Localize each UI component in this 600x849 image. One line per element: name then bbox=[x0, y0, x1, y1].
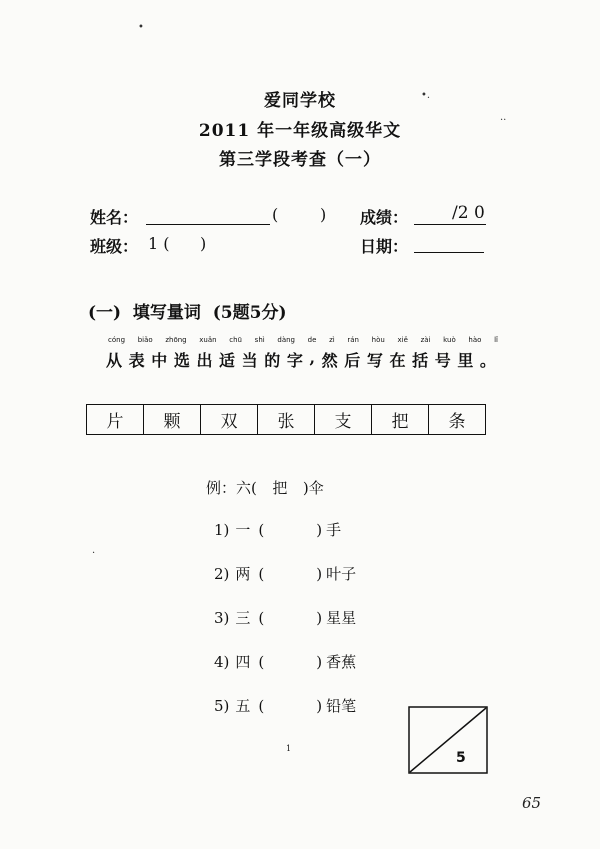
paren-close: ) bbox=[316, 653, 323, 671]
pinyin-syllable: de bbox=[307, 336, 317, 344]
word-bank-cell: 条 bbox=[448, 412, 466, 432]
name-paren-close: ) bbox=[320, 205, 327, 224]
paren-open: ( bbox=[258, 565, 265, 583]
pinyin-syllable: cóng bbox=[108, 336, 126, 344]
question-numeral: 两 bbox=[235, 565, 251, 583]
paren-close: ) bbox=[316, 565, 323, 583]
instruction-char: 号 bbox=[434, 351, 451, 370]
pinyin-row bbox=[108, 336, 498, 344]
class-paren-close: ) bbox=[200, 234, 207, 253]
word-bank-cell: 双 bbox=[201, 405, 258, 434]
pinyin-syllable: xuǎn bbox=[199, 336, 217, 344]
exam-title: 第三学段考查（一） bbox=[219, 150, 381, 170]
question-numeral: 五 bbox=[235, 697, 251, 715]
question-numeral: 四 bbox=[235, 653, 251, 671]
class-value: 1 ( bbox=[148, 234, 170, 253]
instruction-char: 括 bbox=[412, 351, 429, 370]
instruction-char: 在 bbox=[389, 351, 406, 370]
instruction-char: 选 bbox=[173, 351, 190, 370]
stray-mark: · bbox=[92, 548, 96, 559]
question-number: 3) bbox=[214, 609, 230, 627]
question-row bbox=[214, 651, 356, 672]
pinyin-syllable: hòu bbox=[371, 336, 385, 344]
instruction-char: 出 bbox=[196, 351, 213, 370]
instruction-char: , bbox=[309, 348, 316, 367]
instruction-char: 中 bbox=[151, 351, 168, 370]
question-numeral: 三 bbox=[235, 609, 251, 627]
handwritten-page-number: 65 bbox=[522, 794, 542, 812]
example-prefix: 例：六( bbox=[206, 479, 257, 497]
pinyin-syllable: biǎo bbox=[137, 336, 153, 344]
example-suffix: )伞 bbox=[302, 479, 324, 497]
pinyin-syllable: hào bbox=[468, 336, 482, 344]
instruction-char: 从 bbox=[106, 351, 123, 370]
class-label: 班级： bbox=[90, 237, 139, 256]
question-noun: 叶子 bbox=[326, 565, 357, 583]
instruction-char: 。 bbox=[479, 351, 496, 370]
pinyin-syllable: kuò bbox=[443, 336, 456, 344]
question-noun: 铅笔 bbox=[326, 697, 357, 715]
word-bank-cell: 颗 bbox=[144, 405, 201, 434]
question-row bbox=[214, 607, 356, 628]
instruction-char: 当 bbox=[241, 351, 258, 370]
section-heading: (一) 填写量词 (5题5分) bbox=[88, 303, 287, 323]
paren-close: ) bbox=[316, 521, 323, 539]
paren-open: ( bbox=[258, 521, 265, 539]
course-title: 2011 年一年级高级华文 bbox=[198, 121, 402, 141]
instruction-char: 表 bbox=[128, 351, 145, 370]
pinyin-syllable: dàng bbox=[277, 336, 295, 344]
page-number: 1 bbox=[286, 744, 292, 753]
word-bank-table bbox=[86, 404, 486, 435]
question-number: 1) bbox=[214, 521, 230, 539]
instruction-char: 字 bbox=[286, 351, 303, 370]
date-field[interactable] bbox=[414, 252, 484, 253]
instruction-char: 然 bbox=[321, 351, 338, 370]
instruction-char: 写 bbox=[366, 351, 383, 370]
score-label: 成绩： bbox=[360, 208, 409, 227]
date-label: 日期： bbox=[360, 237, 409, 256]
pinyin-syllable: xiě bbox=[397, 336, 408, 344]
name-label: 姓名： bbox=[90, 208, 139, 227]
question-number: 2) bbox=[214, 565, 230, 583]
paren-close: ) bbox=[316, 609, 323, 627]
pinyin-syllable: rán bbox=[347, 336, 359, 344]
instruction-char: 适 bbox=[219, 351, 236, 370]
pinyin-syllable: chū bbox=[229, 336, 242, 344]
question-number: 4) bbox=[214, 653, 230, 671]
word-bank-cell: 把 bbox=[372, 405, 429, 434]
score-field[interactable] bbox=[414, 224, 486, 225]
stray-mark: .. bbox=[500, 112, 507, 123]
pinyin-syllable: shì bbox=[254, 336, 265, 344]
question-noun: 星星 bbox=[326, 609, 357, 627]
example-line bbox=[206, 477, 324, 498]
question-number: 5) bbox=[214, 697, 230, 715]
example-answer: 把 bbox=[272, 479, 288, 497]
word-bank-cell: 张 bbox=[258, 405, 315, 434]
pinyin-syllable: lǐ bbox=[494, 336, 498, 344]
paren-close: ) bbox=[316, 697, 323, 715]
pinyin-syllable: zài bbox=[420, 336, 431, 344]
paren-open: ( bbox=[258, 697, 265, 715]
pinyin-syllable: zì bbox=[329, 336, 335, 344]
score-box-value: 5 bbox=[456, 750, 466, 766]
question-row bbox=[214, 695, 356, 716]
pinyin-syllable: zhōng bbox=[165, 336, 187, 344]
score-box bbox=[408, 706, 488, 774]
question-noun: 手 bbox=[326, 521, 342, 539]
stray-mark: • bbox=[138, 22, 144, 33]
instruction-sentence bbox=[106, 348, 496, 371]
name-field[interactable] bbox=[146, 224, 270, 225]
score-total: /2 0 bbox=[452, 203, 485, 223]
question-row bbox=[214, 563, 356, 584]
instruction-char: 后 bbox=[344, 351, 361, 370]
school-name: 爱同学校 bbox=[264, 91, 336, 111]
paren-open: ( bbox=[258, 653, 265, 671]
stray-mark: •. bbox=[421, 90, 431, 101]
instruction-char: 里 bbox=[457, 351, 474, 370]
question-row bbox=[214, 519, 341, 540]
name-paren-open: ( bbox=[272, 205, 279, 224]
instruction-char: 的 bbox=[264, 351, 281, 370]
word-bank-cell: 片 bbox=[87, 405, 144, 434]
question-numeral: 一 bbox=[235, 521, 251, 539]
paren-open: ( bbox=[258, 609, 265, 627]
question-noun: 香蕉 bbox=[326, 653, 357, 671]
word-bank-cell: 支 bbox=[315, 405, 372, 434]
